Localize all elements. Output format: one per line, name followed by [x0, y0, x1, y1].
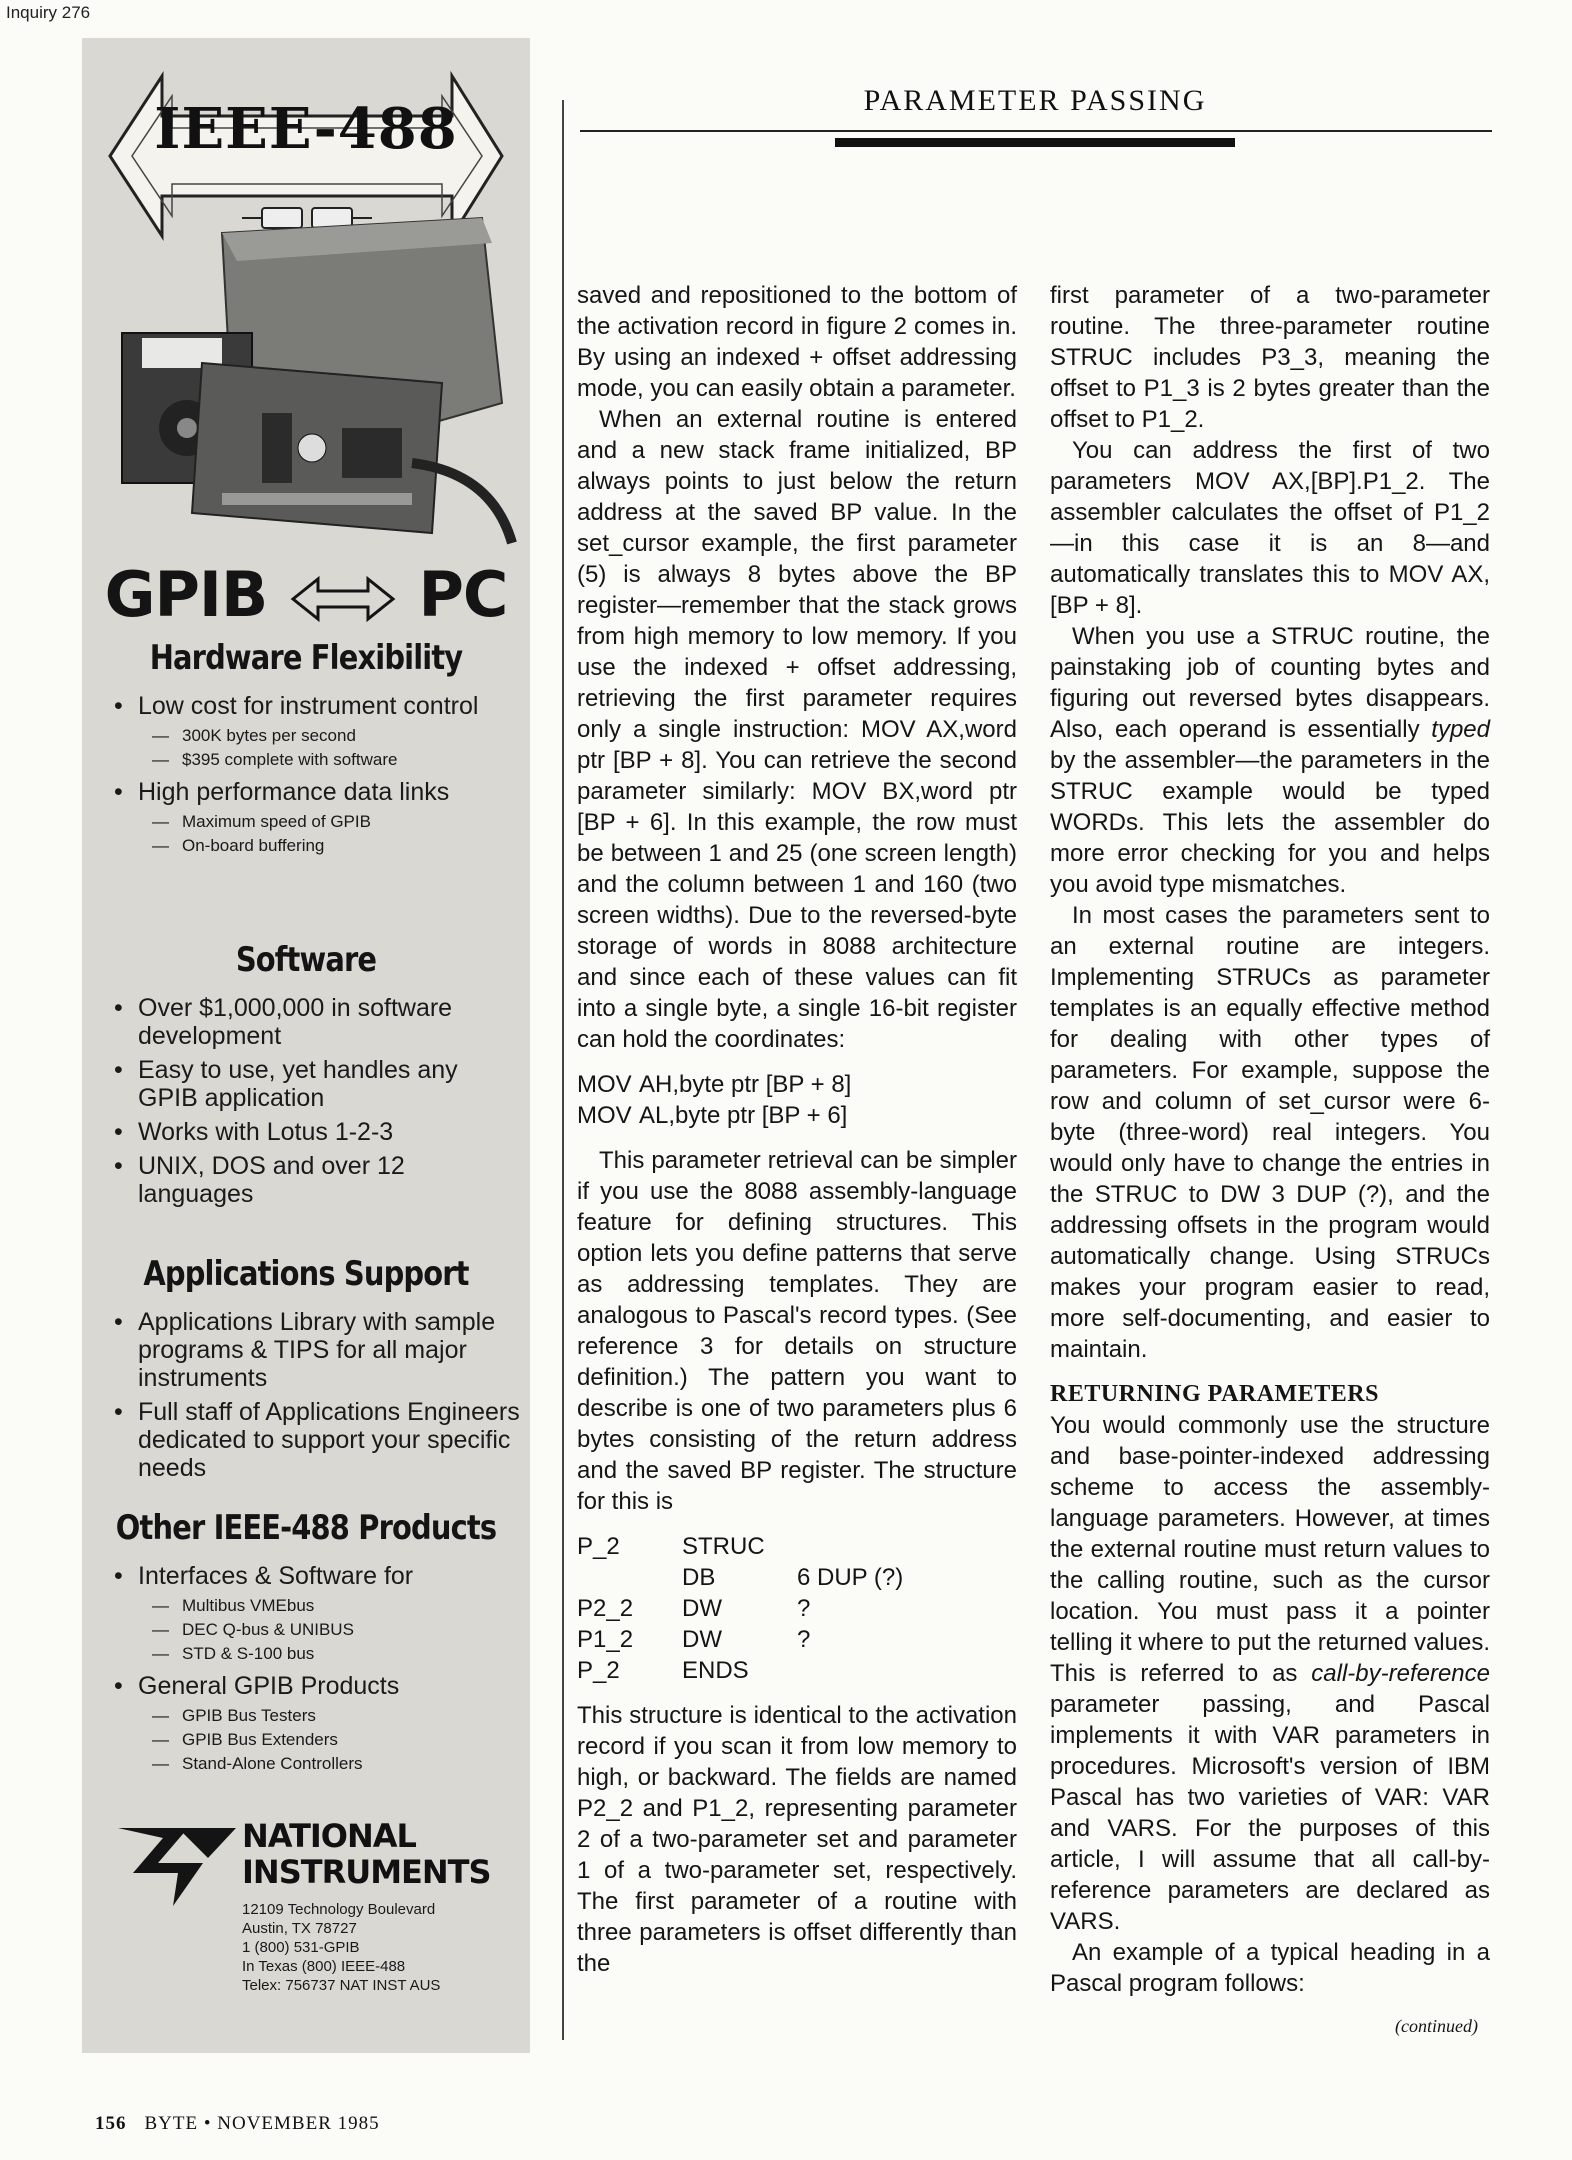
hero-gpib: GPIB — [104, 558, 268, 631]
ad-subitem: — $395 complete with software — [152, 750, 398, 769]
code-block-struc — [577, 1531, 1017, 1686]
article-section-title: PARAMETER PASSING — [863, 84, 1207, 117]
code-line: MOV AH,byte ptr [BP + 8] — [577, 1071, 852, 1098]
page-number: 156 — [95, 2113, 127, 2134]
ad-bullet: • UNIX, DOS and over 12 languages — [114, 1152, 405, 1208]
inquiry-number: Inquiry 276 — [6, 3, 91, 22]
paragraph: This structure is identical to the activation record if you scan it from low memory to high, or backward. The fields are named P2_2 and P1_2, representing parameter 2 of a two-parameter set and parameter 1 of a two-parameter set, respectively. The first parameter of a routine with three parameters is offset differently than the — [577, 1702, 1017, 1977]
company-name: NATIONAL INSTRUMENTS — [242, 1817, 491, 1891]
code-line: MOV AL,byte ptr [BP + 6] — [577, 1102, 848, 1129]
ad-bullet: • Applications Library with sample programs & TIPS for all major instruments — [114, 1308, 496, 1392]
ad-heading-software: Software — [235, 940, 377, 980]
ad-list-other-products — [100, 1556, 520, 1776]
paragraph: When you use a STRUC routine, the painstaking job of counting bytes and figuring out reversed bytes disappears. Also, each operand is essentially typed by the assembler—the parameters in the STRUC example would be typed WORDs. This lets the assembler do more error checking for you and helps you avoid type mismatches. — [1050, 623, 1490, 898]
paragraph: In most cases the parameters sent to an external routine are integers. Implementing STRUCs as parameter templates is an equally effective method for dealing with other types of parameters. For example, suppose the row and column of set_cursor were 6-byte (three-word) real integers. You would only have to change the entries in the STRUC to DW 3 DUP (?), and the addressing offsets in the program would automatically change. Using STRUCs makes your program easier to read, more self-documenting, and easier to maintain. — [1050, 902, 1490, 1363]
ad-subitem: — Stand-Alone Controllers — [152, 1754, 363, 1773]
ad-list-software — [100, 988, 520, 1208]
ad-subitem: — GPIB Bus Extenders — [152, 1730, 338, 1749]
ad-subitem: — GPIB Bus Testers — [152, 1706, 316, 1725]
code-line: DB 6 DUP (?) — [682, 1564, 904, 1591]
national-instruments-logo-icon — [118, 1818, 238, 1908]
gpib-pc-product-photo — [112, 213, 522, 553]
ad-bullet: • Full staff of Applications Engineers dedicated to support your specific needs — [114, 1398, 520, 1482]
ad-bullet: • Works with Lotus 1-2-3 — [114, 1118, 394, 1146]
paragraph: When an external routine is entered and a new stack frame initialized, BP always points to just below the return address at the saved BP value. In the set_cursor example, the first parameter (5) is always 8 bytes above the BP register—remember that the stack grows from high memory to low memory. If you use the indexed + offset addressing, retrieving the first parameter requires only a single instruction: MOV AX,word ptr [BP + 8]. You can retrieve the second parameter similarly: MOV BX,word ptr [BP + 6]. In this example, the row must be between 1 and 25 (one screen length) and the column between 1 and 160 (two screen widths). Due to the reversed-byte storage of words in 8088 architecture and since each of these values can fit into a single byte, a single 16-bit register can hold the coordinates: — [577, 406, 1017, 1053]
ad-bullet: • Easy to use, yet handles any GPIB application — [114, 1056, 458, 1112]
paragraph: first parameter of a two-parameter routine. The three-parameter routine STRUC includes P3_3, meaning the offset to P1_3 is 2 bytes greater than the offset to P1_2. — [1050, 282, 1490, 433]
ad-subitem: — Multibus VMEbus — [152, 1596, 315, 1615]
paragraph: This parameter retrieval can be simpler if you use the 8088 assembly-language feature for defining structures. This option lets you define patterns that serve as addressing templates. They are analogous to Pascal's record types. (See reference 3 for details on structure definition.) The pattern you want to describe is one of two parameters plus 6 bytes consisting of the return address and the saved BP register. The structure for this is — [577, 1147, 1017, 1515]
article-column-left — [577, 280, 1017, 1979]
code-line: P_2 ENDS — [577, 1657, 749, 1684]
advertisement — [82, 38, 530, 2053]
hero-pc: PC — [418, 558, 508, 631]
code-line: P2_2 DW ? — [577, 1595, 811, 1622]
subheading-returning-parameters: RETURNING PARAMETERS — [1050, 1381, 1379, 1407]
code-block-mov — [577, 1069, 1017, 1131]
code-line: P1_2 DW ? — [577, 1626, 811, 1653]
code-line: P_2 STRUC — [577, 1533, 765, 1560]
ad-bullet: • General GPIB Products — GPIB Bus Testers — GPIB Bus Extenders — Stand-Alone Controllers — [100, 1672, 520, 1776]
ad-list-hardware — [100, 686, 520, 858]
paragraph: You can address the first of two parameters MOV AX,[BP].P1_2. The assembler calculates the offset of P1_2—in this case it is an 8—and automatically translates this to MOV AX,[BP + 8]. — [1050, 437, 1490, 619]
article-column-right — [1050, 280, 1490, 1999]
ad-subitem: — 300K bytes per second — [152, 726, 356, 745]
ad-subitem: — On-board buffering — [152, 836, 325, 855]
ad-bullet: • Interfaces & Software for — Multibus VMEbus — DEC Q-bus & UNIBUS — STD & S-100 bus — [100, 1562, 520, 1666]
ad-subitem: — Maximum speed of GPIB — [152, 812, 371, 831]
ad-heading-hardware: Hardware Flexibility — [149, 638, 463, 678]
ad-subitem: — STD & S-100 bus — [152, 1644, 315, 1663]
ad-hero — [82, 558, 530, 631]
ad-heading-applications: Applications Support — [143, 1254, 469, 1294]
ad-heading-other-products: Other IEEE-488 Products — [115, 1508, 497, 1548]
ad-bullet: • High performance data links — Maximum speed of GPIB — On-board buffering — [100, 778, 520, 858]
page-footer — [95, 2113, 380, 2135]
paragraph: You would commonly use the structure and base-pointer-indexed addressing scheme to access the assembly-language parameters. However, at times the external routine must return values to the calling routine, such as the cursor location. You must pass it a pointer telling it where to put the returned values. This is referred to as call-by-reference parameter passing, and Pascal implements it with VAR parameters in procedures. Microsoft's version of IBM Pascal has two varieties of VAR: VAR and VARS. For the purposes of this article, I will assume that all call-by-reference parameters are declared as VARS. — [1050, 1412, 1490, 1935]
ad-subitem: — DEC Q-bus & UNIBUS — [152, 1620, 354, 1639]
ad-list-applications — [100, 1302, 520, 1482]
header-rule — [580, 130, 1492, 132]
paragraph: An example of a typical heading in a Pascal program follows: — [1050, 1939, 1490, 1997]
column-divider — [562, 100, 564, 2040]
paragraph: saved and repositioned to the bottom of the activation record in figure 2 comes in. By using an indexed + offset addressing mode, you can easily obtain a parameter. — [577, 282, 1017, 402]
ad-banner-title: IEEE-488 — [154, 96, 458, 162]
company-address: 12109 Technology Boulevard Austin, TX 78727 1 (800) 531-GPIB In Texas (800) IEEE-488 Telex: 756737 NAT INST AUS — [242, 1901, 441, 1994]
publication-info: BYTE • NOVEMBER 1985 — [144, 2113, 380, 2134]
ad-bullet: • Low cost for instrument control — 300K bytes per second — $395 complete with software — [100, 692, 520, 772]
continued-note: (continued) — [1395, 2016, 1478, 2036]
ad-bullet: • Over $1,000,000 in software development — [114, 994, 453, 1050]
header-rule-bold — [835, 138, 1235, 147]
double-arrow-icon — [288, 574, 398, 624]
